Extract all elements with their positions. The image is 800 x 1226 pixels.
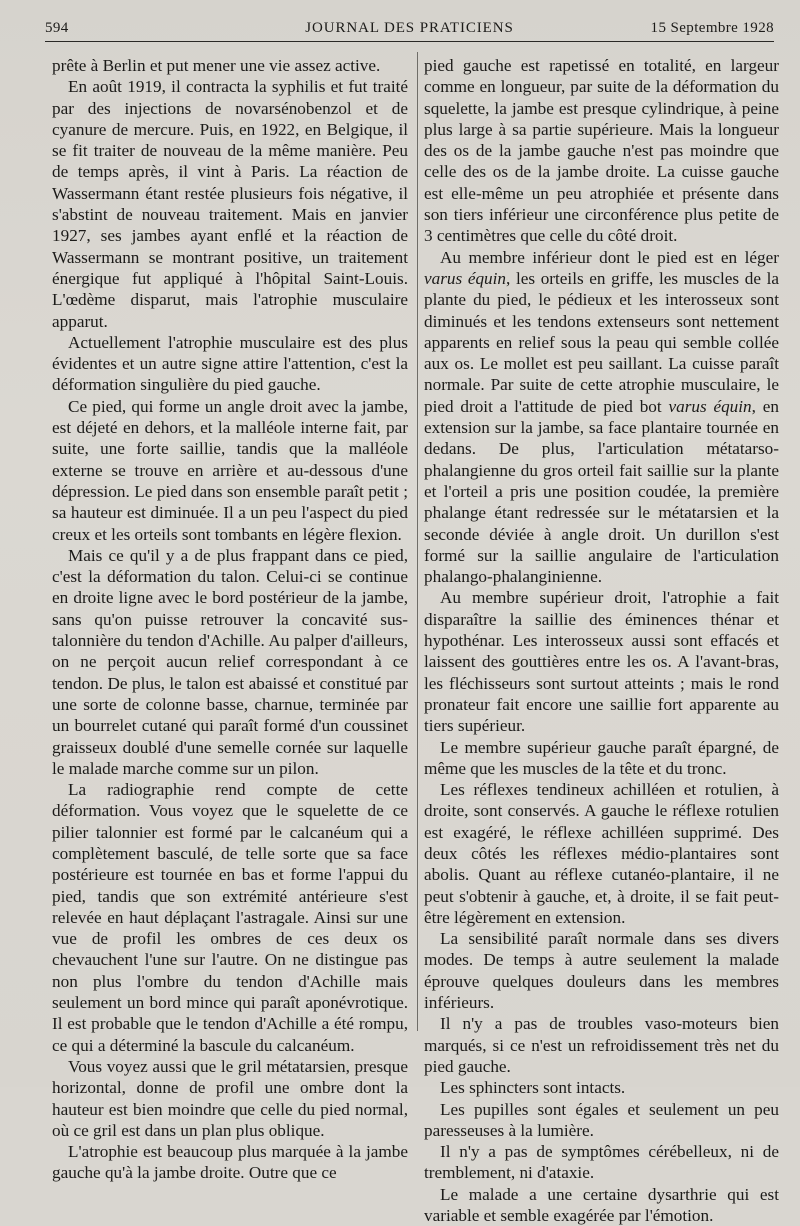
paragraph: Mais ce qu'il y a de plus frappant dans ce pied, c'est la déformation du talon. Celui-ci se continue en droite ligne avec le bord postérieur de la jambe, sans qu'on puisse retrouver la concavité sus-talonnière du tendon d'Achille. Au palper d'ailleurs, on ne perçoit aucun relief correspondant à ce tendon. De plus, le talon est abaissé et constitué par une sorte de colonne basse, charnue, terminée par un bourrelet cutané qui paraît formé d'un coussinet graisseux doublé d'une semelle cornée sur laquelle le malade marche comme sur un pilon. — [52, 545, 408, 778]
paragraph: prête à Berlin et put mener une vie assez active. — [52, 56, 381, 75]
paragraph: La sensibilité paraît normale dans ses divers modes. De temps à autre seulement la malade éprouve quelques douleurs dans les membres inférieurs. — [424, 929, 779, 1013]
running-header — [45, 20, 774, 42]
paragraph: Le malade a une certaine dysarthrie qui est variable et semble exagérée par l'émotion. — [424, 1184, 779, 1226]
paragraph: Le membre supérieur gauche paraît épargné, de même que les muscles de la tête et du tronc. — [424, 737, 779, 778]
issue-date: 15 Septembre 1928 — [650, 20, 774, 36]
text-run: Au membre inférieur dont le pied est en léger — [440, 247, 779, 267]
header-rule — [45, 41, 774, 42]
text-run: , en extension sur la jambe, sa face plantaire tournée en dedans. De plus, l'articulation métatarso-phalangienne du gros orteil fait saillie sur la plante et l'orteil a pris une position coudée, la première phalange étant redressée sur le métatarsien et la seconde déviée à angle droit. Un durillon s'est formé sur la saillie angulaire de l'articulation phalango-phalanginienne. — [424, 396, 779, 587]
paragraph: Actuellement l'atrophie musculaire est des plus évidentes et un autre signe attire l'attention, c'est la déformation singulière du pied gauche. — [52, 332, 408, 395]
paragraph: pied gauche est rapetissé en totalité, en largeur comme en longueur, par suite de la déformation du squelette, la jambe est presque cylindrique, à peine plus large à sa partie supérieure. Mais la longueur des os de la jambe gauche n'est pas moindre que celle des os de la jambe droite. La cuisse gauche est elle-même un peu atrophiée et présente dans son tiers inférieur une circonférence plus petite de 3 centimètres que celle du côté droit. — [424, 56, 779, 246]
paragraph: En août 1919, il contracta la syphilis et fut traité par des injections de novarsénobenzol et de cyanure de mercure. Puis, en 1922, en Belgique, il se fit traiter de nouveau de la même manière. Peu de temps après, il vint à Paris. La réaction de Wassermann étant restée plusieurs fois négative, il s'abstint de nouveau traitement. Mais en janvier 1927, ses jambes ayant enflé et la réaction de Wassermann se montrant positive, un traitement énergique fut appliqué à l'hôpital Saint-Louis. L'œdème disparut, mais l'atrophie musculaire apparut. — [52, 77, 408, 331]
paragraph: Les sphincters sont intacts. — [440, 1078, 626, 1098]
paragraph: Les réflexes tendineux achilléen et rotulien, à droite, sont conservés. A gauche le réflexe rotulien est exagéré, le réflexe achilléen supprimé. Des deux côtés les réflexes médio-plantaires sont abolis. Quant au réflexe cutanéo-plantaire, il ne peut s'obtenir à gauche, et, à droite, il se fait peut-être légèrement en extension. — [424, 780, 779, 927]
paragraph: Il n'y a pas de symptômes cérébelleux, ni de tremblement, ni d'ataxie. — [424, 1142, 779, 1183]
paragraph: Vous voyez aussi que le gril métatarsien, presque horizontal, donne de profil une ombre dont la hauteur est bien moindre que celle du pied normal, où ce gril est dans un plan plus oblique. — [52, 1056, 408, 1140]
paragraph: Les pupilles sont égales et seulement un peu paresseuses à la lumière. — [424, 1099, 779, 1140]
text-run: , les orteils en griffe, les muscles de la plante du pied, le pédieux et les interosseux sont diminués et les tendons extenseurs sont nettement apparents en relief sous la peau qui semble collée aux os. Le mollet est peu saillant. La cuisse paraît normale. Par suite de cette atrophie musculaire, le pied droit a l'attitude de pied bot — [424, 268, 779, 416]
paragraph: Il n'y a pas de troubles vaso-moteurs bien marqués, si ce n'est un refroidissement très net du pied gauche. — [424, 1014, 779, 1076]
paragraph — [424, 247, 779, 588]
italic-term: varus équin — [668, 396, 752, 416]
paragraph: La radiographie rend compte de cette déformation. Vous voyez que le squelette de ce pilier talonnier est formé par le calcanéum qui a complètement basculé, de telle sorte que sa face postérieure est tournée en bas et forme l'appui du pied, tandis que son extrémité antérieure s'est relevée en haut déplaçant l'astragale. Ainsi sur une vue de profil les ombres de ces deux os chevauchent l'une sur l'autre. On ne distingue pas non plus l'ombre du tendon d'Achille mais seulement un bord mince qui paraît aponévrotique. Il est probable que le tendon d'Achille a été rompu, ce qui a déterminé la bascule du calcanéum. — [52, 780, 408, 1055]
paragraph: Ce pied, qui forme un angle droit avec la jambe, est déjeté en dehors, et la malléole interne fait, par suite, une forte saillie, tandis que la malléole externe se trouve en arrière et au-dessous d'une dépression. Le pied dans son ensemble paraît petit ; sa hauteur est diminuée. Il a un peu l'aspect du pied creux et les orteils sont tombants en légère flexion. — [52, 396, 408, 544]
paragraph: Au membre supérieur droit, l'atrophie a fait disparaître la saillie des éminences thénar et hypothénar. Les interosseux aussi sont effacés et laissent des gouttières entre les os. A l'avant-bras, les fléchisseurs sont surtout atteints ; mais le rond pronateur fait encore une saillie fort apparente au tiers supérieur. — [424, 588, 779, 736]
left-column — [52, 55, 408, 1184]
column-divider — [417, 52, 418, 1031]
paragraph: L'atrophie est beaucoup plus marquée à la jambe gauche qu'à la jambe droite. Outre que ce — [52, 1142, 408, 1183]
page-number: 594 — [45, 20, 69, 36]
journal-title: JOURNAL DES PRATICIENS — [305, 20, 514, 36]
italic-term: varus équin — [424, 268, 507, 288]
right-column — [424, 55, 779, 1226]
